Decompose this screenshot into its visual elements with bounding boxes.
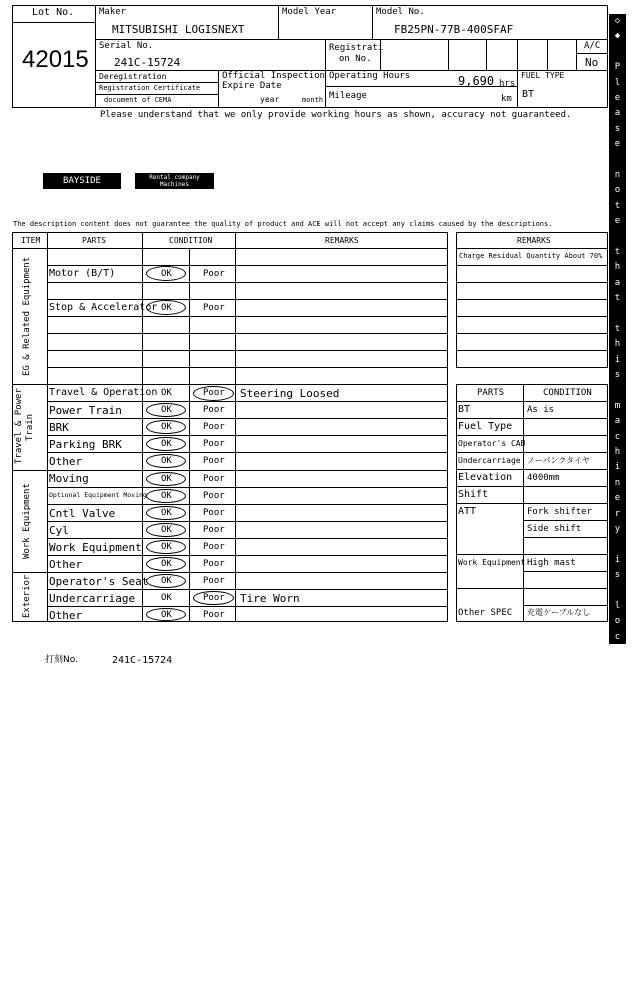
spec-condition: 4000mm bbox=[527, 473, 560, 483]
spec-condition: 充電ケーブルなし bbox=[527, 608, 591, 617]
divider bbox=[47, 435, 448, 436]
inspection-label-2: Expire Date bbox=[222, 81, 282, 91]
divider bbox=[95, 82, 218, 83]
ok-option: OK bbox=[161, 508, 172, 518]
part-name: BRK bbox=[49, 421, 69, 434]
divider bbox=[517, 39, 518, 70]
spec-condition: As is bbox=[527, 405, 555, 415]
registration-label: Registrati bbox=[329, 43, 384, 53]
ok-option: OK bbox=[161, 422, 172, 432]
divider bbox=[47, 401, 448, 402]
rental-machines-button[interactable] bbox=[135, 173, 214, 189]
rental-button-label-2: Machines bbox=[160, 181, 189, 188]
hrs-unit: hrs bbox=[499, 79, 516, 89]
location-note-banner bbox=[609, 14, 626, 996]
spec-part: Work Equipment bbox=[458, 558, 526, 567]
cema-document-label: document of CEMA bbox=[104, 96, 172, 104]
spec-part: ATT bbox=[458, 506, 477, 517]
poor-option[interactable]: Poor bbox=[203, 542, 225, 552]
divider bbox=[12, 572, 448, 573]
model-no-value: FB25PN-77B-400SFAF bbox=[394, 23, 514, 36]
part-name: Parking BRK bbox=[49, 438, 122, 451]
poor-option[interactable]: Poor bbox=[203, 559, 225, 569]
part-name: Travel & Operation bbox=[49, 387, 158, 398]
location-note-text: ◇ ◆ P l e a s e n o t e t h a t t h i s m a c h i n e r y i s l o c a t e d i n B a y s i d e Y a r d ◆ ◇ bbox=[614, 16, 621, 996]
divider bbox=[523, 537, 608, 538]
spec-part: Undercarriage bbox=[458, 456, 521, 465]
fuel-type-value: BT bbox=[522, 89, 535, 100]
spec-part: Other SPEC bbox=[458, 608, 513, 618]
divider bbox=[517, 70, 518, 108]
poor-option[interactable]: Poor bbox=[203, 405, 225, 415]
item-header: ITEM bbox=[21, 236, 41, 245]
spec-part: Shift bbox=[458, 489, 489, 500]
group-work-label: Work Equipment bbox=[22, 483, 32, 559]
divider bbox=[325, 70, 326, 108]
divider bbox=[448, 39, 449, 70]
poor-option[interactable]: Poor bbox=[203, 525, 225, 535]
divider bbox=[47, 299, 448, 300]
group-exterior-label: Exterior bbox=[22, 574, 32, 618]
ok-option: OK bbox=[161, 525, 172, 535]
ac-value: No bbox=[585, 56, 599, 69]
divider bbox=[523, 520, 608, 521]
lot-number: 42015 bbox=[22, 46, 89, 73]
poor-option: Poor bbox=[203, 593, 225, 603]
part-name: Other bbox=[49, 609, 83, 622]
spec-condition: ノーパンクタイヤ bbox=[527, 456, 590, 465]
disclaimer-text: The description content does not guarantee the quality of product and ACE will not accept any claims caused by the descriptions. bbox=[13, 220, 553, 228]
divider bbox=[47, 265, 448, 266]
divider bbox=[12, 248, 448, 249]
divider bbox=[456, 248, 608, 249]
part-name: Optional Equipment Moving bbox=[49, 491, 147, 499]
right-remarks-header: REMARKS bbox=[517, 236, 551, 245]
ok-option: OK bbox=[161, 576, 172, 586]
divider bbox=[456, 486, 608, 487]
maker-value: MITSUBISHI LOGISNEXT bbox=[112, 23, 245, 36]
poor-option[interactable]: Poor bbox=[203, 456, 225, 466]
divider bbox=[576, 53, 608, 54]
group-eg-label: EG & Related Equipment bbox=[22, 256, 32, 376]
operating-hours-label: Operating Hours bbox=[329, 71, 411, 81]
poor-option[interactable]: Poor bbox=[203, 303, 225, 313]
divider bbox=[47, 606, 448, 607]
registration-label-2: on No. bbox=[339, 54, 372, 64]
poor-option[interactable]: Poor bbox=[203, 576, 225, 586]
header-frame bbox=[12, 5, 608, 108]
divider bbox=[456, 350, 608, 351]
part-name: Cyl bbox=[49, 524, 69, 537]
divider bbox=[47, 504, 448, 505]
divider bbox=[47, 350, 448, 351]
divider bbox=[278, 5, 279, 39]
divider bbox=[47, 555, 448, 556]
divider bbox=[456, 316, 608, 317]
divider bbox=[47, 418, 448, 419]
bayside-button[interactable] bbox=[43, 173, 121, 189]
divider bbox=[47, 452, 448, 453]
lot-label: Lot No. bbox=[32, 7, 75, 18]
km-unit: km bbox=[501, 94, 512, 104]
inspection-label: Official Inspection bbox=[222, 71, 325, 81]
bayside-button-label: BAYSIDE bbox=[63, 176, 101, 186]
group-travel-label bbox=[14, 390, 44, 464]
ok-option: OK bbox=[161, 269, 172, 279]
ac-label: A/C bbox=[584, 41, 601, 51]
divider bbox=[456, 469, 608, 470]
divider bbox=[47, 589, 448, 590]
serial-value: 241C-15724 bbox=[114, 56, 181, 69]
ok-option: OK bbox=[161, 405, 172, 415]
ok-option: OK bbox=[161, 559, 172, 569]
spec-part: Fuel Type bbox=[458, 421, 513, 432]
stamp-label: 打刻No. bbox=[45, 655, 78, 665]
poor-option[interactable]: Poor bbox=[203, 610, 225, 620]
group-travel-line-1: Travel & Power bbox=[14, 388, 24, 464]
divider bbox=[47, 316, 448, 317]
part-name: Other bbox=[49, 558, 83, 571]
divider bbox=[47, 282, 448, 283]
divider bbox=[47, 232, 48, 622]
remarks-text: Steering Loosed bbox=[240, 387, 340, 400]
poor-option: Poor bbox=[203, 388, 225, 398]
serial-label: Serial No. bbox=[99, 41, 154, 51]
notice-text: Please understand that we only provide working hours as shown, accuracy not guaranteed. bbox=[100, 110, 572, 120]
poor-option[interactable]: Poor bbox=[203, 269, 225, 279]
divider bbox=[12, 22, 95, 23]
divider bbox=[456, 299, 608, 300]
poor-option[interactable]: Poor bbox=[203, 508, 225, 518]
divider bbox=[456, 282, 608, 283]
ok-option[interactable]: OK bbox=[161, 593, 172, 603]
operating-hours-value: 9,690 bbox=[458, 74, 495, 88]
ok-option: OK bbox=[161, 542, 172, 552]
ok-option: OK bbox=[161, 303, 172, 313]
model-no-label: Model No. bbox=[376, 7, 425, 17]
right-remarks-line: Charge Residual Quantity About 70% bbox=[459, 252, 603, 260]
divider bbox=[547, 39, 548, 70]
spec-part: Operator's CAB bbox=[458, 439, 526, 448]
divider bbox=[456, 588, 608, 589]
registration-certificate-label: Registration Certificate bbox=[99, 84, 201, 92]
divider bbox=[456, 401, 608, 402]
right-condition-header: CONDITION bbox=[543, 388, 592, 398]
year-label: year bbox=[260, 95, 280, 104]
divider bbox=[12, 470, 448, 471]
group-travel-line-2: Train bbox=[25, 413, 35, 441]
poor-option[interactable]: Poor bbox=[203, 491, 225, 501]
ok-option: OK bbox=[161, 474, 172, 484]
ok-option: OK bbox=[161, 491, 172, 501]
spec-condition: High mast bbox=[527, 558, 576, 568]
spec-part: BT bbox=[458, 404, 471, 415]
spec-part: Elevation bbox=[458, 472, 513, 483]
ok-option: OK bbox=[161, 610, 172, 620]
divider bbox=[47, 333, 448, 334]
remarks-header: REMARKS bbox=[325, 236, 359, 245]
maker-label: Maker bbox=[99, 7, 127, 17]
divider bbox=[456, 435, 608, 436]
part-name: Undercarriage bbox=[49, 592, 136, 605]
right-parts-header: PARTS bbox=[477, 388, 505, 398]
divider bbox=[456, 452, 608, 453]
divider bbox=[486, 39, 487, 70]
poor-option[interactable]: Poor bbox=[203, 439, 225, 449]
divider bbox=[576, 39, 577, 70]
month-label: month bbox=[302, 96, 324, 104]
divider bbox=[47, 487, 448, 488]
poor-option[interactable]: Poor bbox=[203, 422, 225, 432]
part-name: Stop & Accelerator bbox=[49, 302, 158, 313]
divider bbox=[456, 418, 608, 419]
ok-option[interactable]: OK bbox=[161, 388, 172, 398]
divider bbox=[47, 538, 448, 539]
divider bbox=[95, 39, 608, 40]
condition-header: CONDITION bbox=[169, 236, 213, 245]
divider bbox=[47, 367, 448, 368]
divider bbox=[523, 571, 608, 572]
divider bbox=[218, 70, 219, 108]
divider bbox=[325, 39, 326, 70]
divider bbox=[456, 265, 608, 266]
stamp-value: 241C-15724 bbox=[112, 655, 173, 666]
spec-condition: Fork shifter bbox=[527, 507, 593, 517]
part-name: Motor (B/T) bbox=[49, 268, 116, 279]
ok-option: OK bbox=[161, 439, 172, 449]
part-name: Operator's Seat bbox=[49, 575, 149, 588]
part-name: Cntl Valve bbox=[49, 507, 116, 520]
part-name: Moving bbox=[49, 472, 89, 485]
mileage-label: Mileage bbox=[329, 91, 367, 101]
divider bbox=[12, 384, 448, 385]
parts-header: PARTS bbox=[82, 236, 107, 245]
part-name: Other bbox=[49, 455, 83, 468]
poor-option[interactable]: Poor bbox=[203, 474, 225, 484]
divider bbox=[523, 605, 608, 606]
divider bbox=[235, 232, 236, 622]
divider bbox=[95, 5, 96, 108]
divider bbox=[456, 554, 608, 555]
divider bbox=[372, 5, 373, 39]
divider bbox=[456, 503, 608, 504]
divider bbox=[142, 232, 143, 622]
fuel-type-label: FUEL TYPE bbox=[521, 71, 565, 80]
divider bbox=[47, 521, 448, 522]
deregistration-label: Deregistration bbox=[99, 72, 167, 81]
model-year-label: Model Year bbox=[282, 7, 337, 17]
part-name: Power Train bbox=[49, 404, 122, 417]
rental-button-label: Rental company bbox=[149, 174, 200, 181]
remarks-text: Tire Worn bbox=[240, 592, 300, 605]
spec-condition: Side shift bbox=[527, 524, 582, 534]
ok-option: OK bbox=[161, 456, 172, 466]
divider bbox=[456, 333, 608, 334]
divider bbox=[95, 94, 218, 95]
part-name: Work Equipment bbox=[49, 541, 142, 554]
